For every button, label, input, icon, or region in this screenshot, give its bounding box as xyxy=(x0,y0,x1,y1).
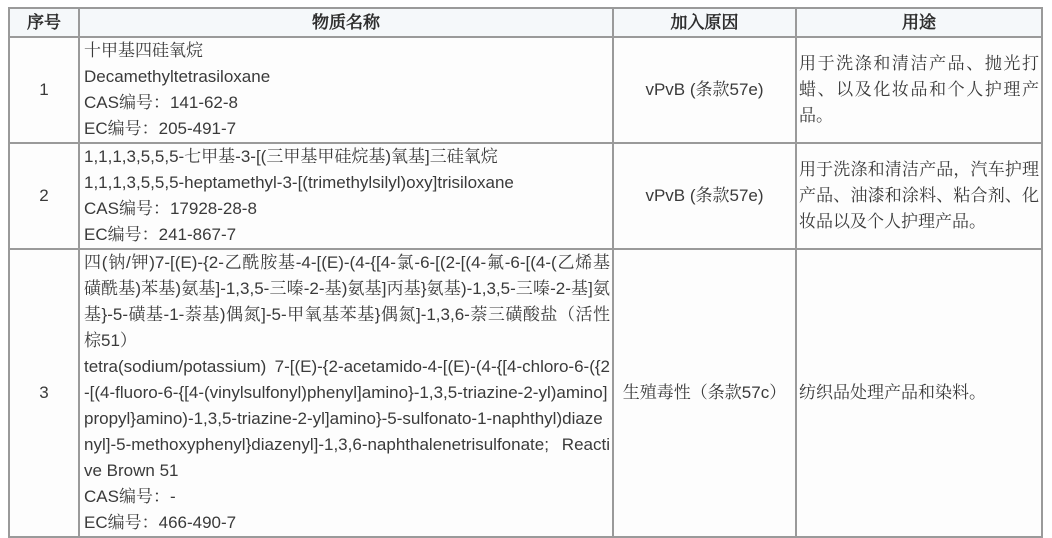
substance-name-en: 1,1,1,3,5,5,5-heptamethyl-3-[(trimethylsilyl)oxy]trisiloxane xyxy=(84,173,514,192)
inclusion-reason: vPvB (条款57e) xyxy=(613,37,796,143)
inclusion-reason: 生殖毒性（条款57c） xyxy=(613,249,796,537)
substance-cas-number: CAS编号：17928-28-8 xyxy=(84,199,257,218)
substance-table xyxy=(8,7,1043,538)
header-cell-name: 物质名称 xyxy=(79,8,613,37)
header-cell-reason: 加入原因 xyxy=(613,8,796,37)
table-body xyxy=(9,37,1042,537)
header-cell-index: 序号 xyxy=(9,8,79,37)
table-row xyxy=(9,37,1042,143)
table-header xyxy=(9,8,1042,37)
substance-use: 用于洗涤和清洁产品，汽车护理产品、油漆和涂料、粘合剂、化妆品以及个人护理产品。 xyxy=(796,143,1042,249)
substance-name-cell xyxy=(79,37,613,143)
row-index: 3 xyxy=(9,249,79,537)
substance-ec-number: EC编号：205-491-7 xyxy=(84,119,237,138)
substance-use: 纺织品处理产品和染料。 xyxy=(796,249,1042,537)
header-row xyxy=(9,8,1042,37)
substance-name-cell xyxy=(79,143,613,249)
substance-cas-number: CAS编号：- xyxy=(84,487,176,506)
header-cell-use: 用途 xyxy=(796,8,1042,37)
substance-use: 用于洗涤和清洁产品、抛光打蜡、以及化妆品和个人护理产品。 xyxy=(796,37,1042,143)
row-index: 1 xyxy=(9,37,79,143)
substance-ec-number: EC编号：466-490-7 xyxy=(84,513,237,532)
substance-name-en: Decamethyltetrasiloxane xyxy=(84,67,271,86)
substance-name-en: tetra(sodium/potassium) 7-[(E)-{2-acetamido-4-[(E)-(4-{[4-chloro-6-({2-[(4-fluoro-6-{[4-(vinylsulfonyl)phenyl]amino}-1,3,5-triazine-2-yl)amino]propyl}amino)-1,3,5-triazine-2-yl]amino}-5-sulfonato-1-naphthyl)diazenyl]-5-methoxyphenyl}diazenyl]-1,3,6-naphthalenetrisulfonate; Reactive Brown 51 xyxy=(84,357,610,480)
inclusion-reason: vPvB (条款57e) xyxy=(613,143,796,249)
substance-cas-number: CAS编号：141-62-8 xyxy=(84,93,239,112)
substance-name-cell xyxy=(79,249,613,537)
table-row xyxy=(9,143,1042,249)
substance-name-cn: 1,1,1,3,5,5,5-七甲基-3-[(三甲基甲硅烷基)氧基]三硅氧烷 xyxy=(84,147,498,166)
table-row xyxy=(9,249,1042,537)
substance-name-cn: 四(钠/钾)7-[(E)-{2-乙酰胺基-4-[(E)-(4-{[4-氯-6-[(2-[(4-氟-6-[(4-(乙烯基磺酰基)苯基)氨基]-1,3,5-三嗪-2-基)氨基]丙基}氨基)-1,3,5-三嗪-2-基]氨基}-5-磺基-1-萘基)偶氮]-5-甲氧基苯基}偶氮]-1,3,6-萘三磺酸盐（活性棕51） xyxy=(84,253,610,350)
row-index: 2 xyxy=(9,143,79,249)
substance-name-cn: 十甲基四硅氧烷 xyxy=(84,41,203,60)
substance-ec-number: EC编号：241-867-7 xyxy=(84,225,237,244)
